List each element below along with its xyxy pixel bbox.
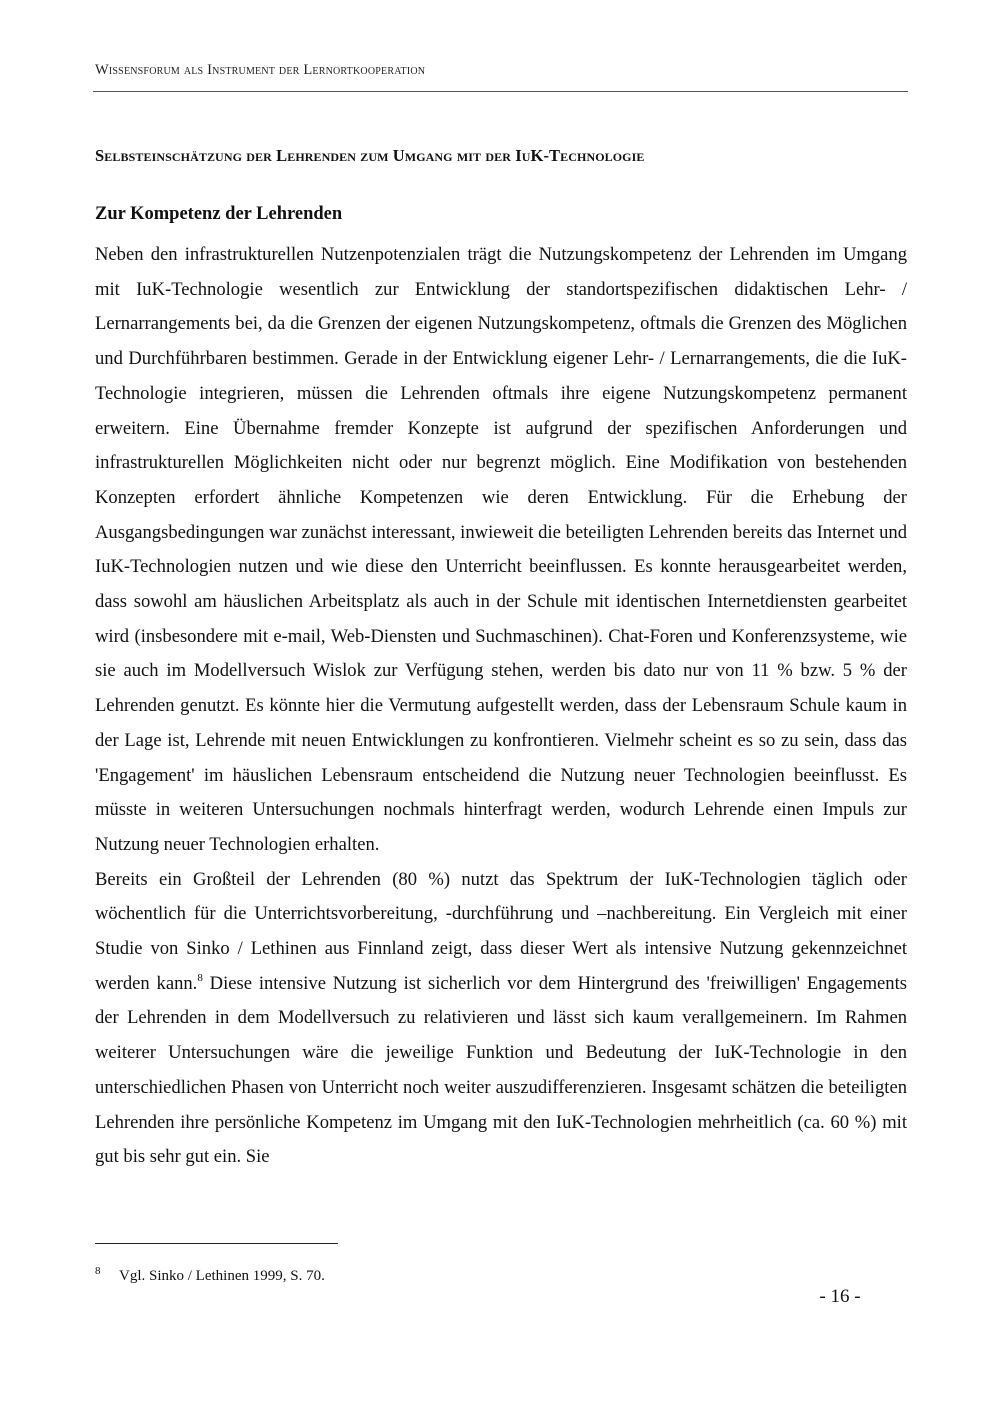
subheading: Zur Kompetenz der Lehrenden: [95, 204, 343, 224]
header-divider: [93, 91, 908, 92]
footnote: [95, 1265, 907, 1285]
paragraph-2: [95, 863, 907, 1175]
footnote-reference[interactable]: 8: [197, 971, 203, 984]
section-title: Selbsteinschätzung der Lehrenden zum Umgang mit der IuK-Technologie: [95, 146, 645, 165]
paragraph-2-part-2: Diese intensive Nutzung ist sicherlich vor dem Hintergrund des 'freiwilligen' Engagements der Lehrenden in dem Modellversuch zu relativieren und lässt sich kaum verallgemeinern. Im Rahmen weiterer Untersuchungen wäre die jeweilige Funktion und Bedeutung der IuK-Technologie in den unterschiedlichen Phasen von Unterricht noch weiter auszudifferenzieren. Insgesamt schätzen die beteiligten Lehrenden ihre persönliche Kompetenz im Umgang mit den IuK-Technologien mehrheitlich (ca. 60 %) mit gut bis sehr gut ein. Sie: [95, 972, 907, 1168]
footnote-text: Vgl. Sinko / Lethinen 1999, S. 70.: [119, 1268, 325, 1284]
footnote-divider: [95, 1243, 338, 1244]
body-text: [95, 238, 907, 1175]
page-number: - 16 -: [819, 1286, 861, 1307]
footnote-number: 8: [95, 1265, 101, 1277]
paragraph-1: Neben den infrastrukturellen Nutzenpotenzialen trägt die Nutzungskompetenz der Lehrenden im Umgang mit IuK-Technologie wesentlich zur Entwicklung der standortspezifischen didaktischen Lehr- / Lernarrangements bei, da die Grenzen der eigenen Nutzungskompetenz, oftmals die Grenzen des Möglichen und Durchführbaren bestimmen. Gerade in der Entwicklung eigener Lehr- / Lernarrangements, die die IuK-Technologie integrieren, müssen die Lehrenden oftmals ihre eigene Nutzungskompetenz permanent erweitern. Eine Übernahme fremder Konzepte ist aufgrund der spezifischen Anforderungen und infrastrukturellen Möglichkeiten nicht oder nur begrenzt möglich. Eine Modifikation von bestehenden Konzepten erfordert ähnliche Kompetenzen wie deren Entwicklung. Für die Erhebung der Ausgangsbedingungen war zunächst interessant, inwieweit die beteiligten Lehrenden bereits das Internet und IuK-Technologien nutzen und wie diese den Unterricht beeinflussen. Es konnte herausgearbeitet werden, dass sowohl am häuslichen Arbeitsplatz als auch in der Schule mit identischen Internetdiensten gearbeitet wird (insbesondere mit e-mail, Web-Diensten und Suchmaschinen). Chat-Foren und Konferenzsysteme, wie sie auch im Modellversuch Wislok zur Verfügung stehen, werden bis dato nur von 11 % bzw. 5 % der Lehrenden genutzt. Es könnte hier die Vermutung aufgestellt werden, dass der Lebensraum Schule kaum in der Lage ist, Lehrende mit neuen Entwicklungen zu konfrontieren. Vielmehr scheint es so zu sein, dass das 'Engagement' im häuslichen Lebensraum entscheidend die Nutzung neuer Technologien beeinflusst. Es müsste in weiteren Untersuchungen nochmals hinterfragt werden, wodurch Lehrende einen Impuls zur Nutzung neuer Technologien erhalten.: [95, 244, 907, 855]
paragraph-2-part-1: Bereits ein Großteil der Lehrenden (80 %) nutzt das Spektrum der IuK-Technologien täglich oder wöchentlich für die Unterrichtsvorbereitung, -durchführung und –nachbereitung. Ein Vergleich mit einer Studie von Sinko / Lethinen aus Finnland zeigt, dass dieser Wert als intensive Nutzung gekennzeichnet werden kann.: [95, 868, 907, 994]
running-header: Wissensforum als Instrument der Lernortkooperation: [95, 62, 426, 78]
